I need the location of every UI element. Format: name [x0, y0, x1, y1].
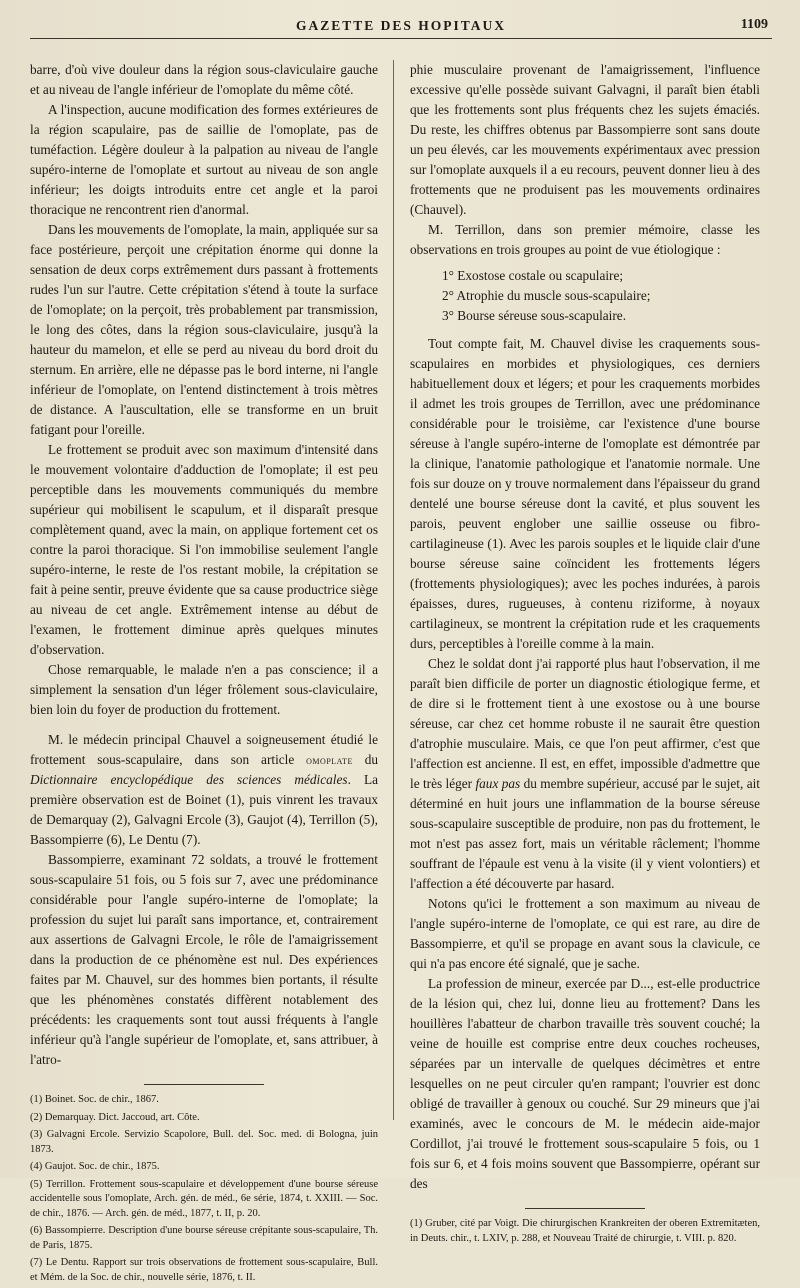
footnote-rule [525, 1208, 645, 1209]
footnote: (7) Le Dentu. Rapport sur trois observations de frottement sous-scapulaire, Bull. et Mém. de la Soc. de chir., nouvelle série, 1876, t. II. [30, 1257, 378, 1283]
footnote: (6) Bassompierre. Description d'une bourse séreuse crépitante sous-scapulaire, Th. de Paris, 1875. [30, 1225, 378, 1251]
footnotes [410, 1217, 760, 1246]
paragraph: barre, d'où vive douleur dans la région sous-claviculaire gauche et au niveau de l'angle inférieur de l'omoplate du même côté. [30, 62, 378, 97]
page-number: 1109 [740, 17, 768, 32]
journal-title: GAZETTE DES HOPITAUX [295, 18, 507, 33]
footnote-rule [144, 1084, 264, 1085]
paragraph: La profession de mineur, exercée par D..., est-elle productrice de la lésion qui, chez lui, donne lieu au frottement? Dans les houillères l'abatteur de charbon travaille très souvent couché; la veine de houille est comprise entre deux couches rocheuses, séparées par un intervalle de quelques décimètres et entre lesquelles on ne peut circuler qu'en rampant; l'ouvrier est donc obligé de travailler à genoux ou couché. Sur 29 mineurs que j'ai examinés, avec le concours de M. le médecin aide-major Cordillot, j'ai trouvé le frottement sous-scapulaire 5 fois, ou 1 fois sur 6, et 4 fois moins souvent que Bassompierre, opérant sur des [410, 976, 760, 1191]
page-header [30, 16, 772, 39]
footnote: (4) Gaujot. Soc. de chir., 1875. [30, 1161, 160, 1172]
left-column [30, 60, 378, 1288]
paragraph: M. Terrillon, dans son premier mémoire, classe les observations en trois groupes au point de vue étiologique : [410, 222, 760, 257]
paragraph: Dans les mouvements de l'omoplate, la main, appliquée sur sa face postérieure, perçoit une crépitation énorme qui donne la sensation de deux corps extrêmement durs passant à frottements rudes l'un sur l'autre. Cette crépitation s'étend à toute la surface de l'omoplate; on la perçoit, très probablement par transmission, le long des côtes, dans la région sous-claviculaire, jusqu'à la hauteur du mamelon, et elle se perd au niveau du bord droit du sternum. En arrière, elle ne dépasse pas le bord interne, ni l'angle inférieur de l'omoplate, on l'entend distinctement à trois mètres de distance. A l'auscultation, elle se transforme en un bruit fatigant pour l'oreille. [30, 222, 378, 437]
list-item: 2° Atrophie du muscle sous-scapulaire; [442, 288, 651, 303]
list-item: 3° Bourse séreuse sous-scapulaire. [442, 308, 627, 323]
footnote: (2) Demarquay. Dict. Jaccoud, art. Côte. [30, 1111, 200, 1123]
paragraph: Bassompierre, examinant 72 soldats, a trouvé le frottement sous-scapulaire 51 fois, ou 5 fois sur 7, avec une prédominance considérable pour l'angle supéro-interne de l'omoplate; la profession du sujet lui paraît sans importance, et, contrairement aux assertions de Galvagni Ercole, le rôle de l'amaigrissement dans la production de ce phénomène est nul. Des expériences faites par M. Chauvel, sur des hommes bien portants, il résulte que les phénomènes constatés diffèrent notablement des précédents: les craquements sont tout aussi fréquents à l'angle inférieur qu'à l'angle supérieur de l'omoplate, et, sans attribuer, à l'atro- [30, 852, 378, 1067]
paragraph: phie musculaire provenant de l'amaigrissement, l'influence excessive qu'elle possède suivant Galvagni, il paraît bien établi que les frottements sont plus fréquents chez les sujets émaciés. Du reste, les chiffres obtenus par Bassompierre sont sans doute un peu élevés, car les mouvements expérimentaux avec pression sur l'omoplate auxquels il a eu recours, peuvent donner lieu à des frottements que ne produisent pas les mouvements ordinaires (Chauvel). [410, 62, 760, 217]
footnote: (1) Boinet. Soc. de chir., 1867. [30, 1094, 159, 1105]
etiology-list [442, 266, 760, 326]
paragraph: Chez le soldat dont j'ai rapporté plus haut l'observation, il me paraît bien difficile de porter un diagnostic étiologique ferme, et de dire si le frottement tient à une exostose ou à une bourse séreuse, car chez cet homme robuste il ne saurait être question d'atrophie musculaire. Mais, ce que l'on peut affirmer, c'est que l'affection est ancienne. Il est, en effet, impossible d'admettre que le très léger faux pas du membre supérieur, accusé par le sujet, ait déterminé en huit jours une inflammation de la bourse séreuse sous-scapulaire susceptible de produire, non pas du frottement, le mot n'est pas assez fort, mais un véritable râclement; l'homme souffrant de l'épaule est venu à la visite (il y vient volontiers) et l'affection a été découverte par hasard. [410, 656, 760, 891]
paragraph: Chose remarquable, le malade n'en a pas conscience; il a simplement la sensation d'un léger frôlement sous-claviculaire, bien loin du foyer de production du frottement. [30, 662, 378, 717]
footnote: (1) Gruber, cité par Voigt. Die chirurgischen Krankreiten der oberen Extremitæten, in Deuts. chir., t. LXIV, p. 288, et Nouveau Traité de chirurgie, t. VIII. p. 820. [410, 1218, 760, 1244]
paragraph: A l'inspection, aucune modification des formes extérieures de la région scapulaire, pas de saillie de l'omoplate, pas de tuméfaction. Légère douleur à la palpation au niveau de l'angle supéro-interne de l'omoplate et surtout au niveau de son angle inférieur; les doigts introduits entre cet angle et la paroi thoracique ne rencontrent rien d'anormal. [30, 102, 378, 217]
footnotes [30, 1093, 378, 1285]
paragraph: M. le médecin principal Chauvel a soigneusement étudié le frottement sous-scapulaire, dans son article omoplate du Dictionnaire encyclopédique des sciences médicales. La première observation est de Boinet (1), puis vinrent les travaux de Demarquay (2), Galvagni Ercole (3), Gaujot (4), Terrillon (5), Bassompierre (6), Le Dentu (7). [30, 732, 379, 847]
list-item: 1° Exostose costale ou scapulaire; [442, 268, 624, 283]
right-column [410, 60, 760, 1249]
column-divider [393, 60, 394, 1120]
footnote: (5) Terrillon. Frottement sous-scapulaire et développement d'une bourse séreuse accidentelle sous l'omoplate, Arch. gén. de méd., 6e série, 1874, t. XXIII. — Soc. de chir., 1876. — Arch. gén. de méd., 1877, t. II, p. 20. [30, 1178, 378, 1219]
paragraph: Le frottement se produit avec son maximum d'intensité dans le mouvement volontaire d'adduction de l'omoplate; il est peu perceptible dans les mouvements communiqués du membre supérieur qui mobilisent le scapulum, et il disparaît presque complètement quand, avec la main, on applique fortement cet os contre la paroi thoracique. Si l'on immobilise seulement l'angle supéro-interne, le reste de l'os restant mobile, la crépitation se fait à peine sentir, preuve évidente que sa cause productrice siège au niveau de cet angle. Extrêmement intense au début de l'examen, le frottement diminue après quelques minutes d'observation. [30, 442, 378, 657]
paragraph: Tout compte fait, M. Chauvel divise les craquements sous-scapulaires en morbides et physiologiques, ces derniers habituellement doux et légers; et pour les craquements morbides il admet les trois groupes de Terrillon, avec une prédominance considérable pour le troisième, car l'existence d'une bourse séreuse à l'angle supéro-interne de l'omoplate est démontrée par la clinique, l'anatomie pathologique et l'anatomie normale. Une fois sur douze on y trouve normalement dans l'épaisseur du grand dentelé une bourse séreuse dont la cavité, et plus souvent les parois, peuvent englober une saillie osseuse ou fibro-cartilagineuse (1). Avec les parois souples et le liquide clair d'une bourse séreuse saine coïncident les frottements légers (frottements physiologiques); avec les poches indurées, à parois épaisses, dures, rugueuses, à contenu riziforme, à noyaux cartilagineux, se montrent la crépitation rude et les craquements durs, perceptibles à l'oreille comme à la main. [410, 336, 760, 651]
footnote: (3) Galvagni Ercole. Servizio Scapolore, Bull. del. Soc. med. di Bologna, juin 1873. [30, 1129, 378, 1155]
paragraph: Notons qu'ici le frottement a son maximum au niveau de l'angle supéro-interne de l'omoplate, ce qui est rare, au dire de Bassompierre, et qu'il se propage en avant sous la clavicule, ce qui n'a pas encore été signalé, que je sache. [410, 896, 760, 971]
